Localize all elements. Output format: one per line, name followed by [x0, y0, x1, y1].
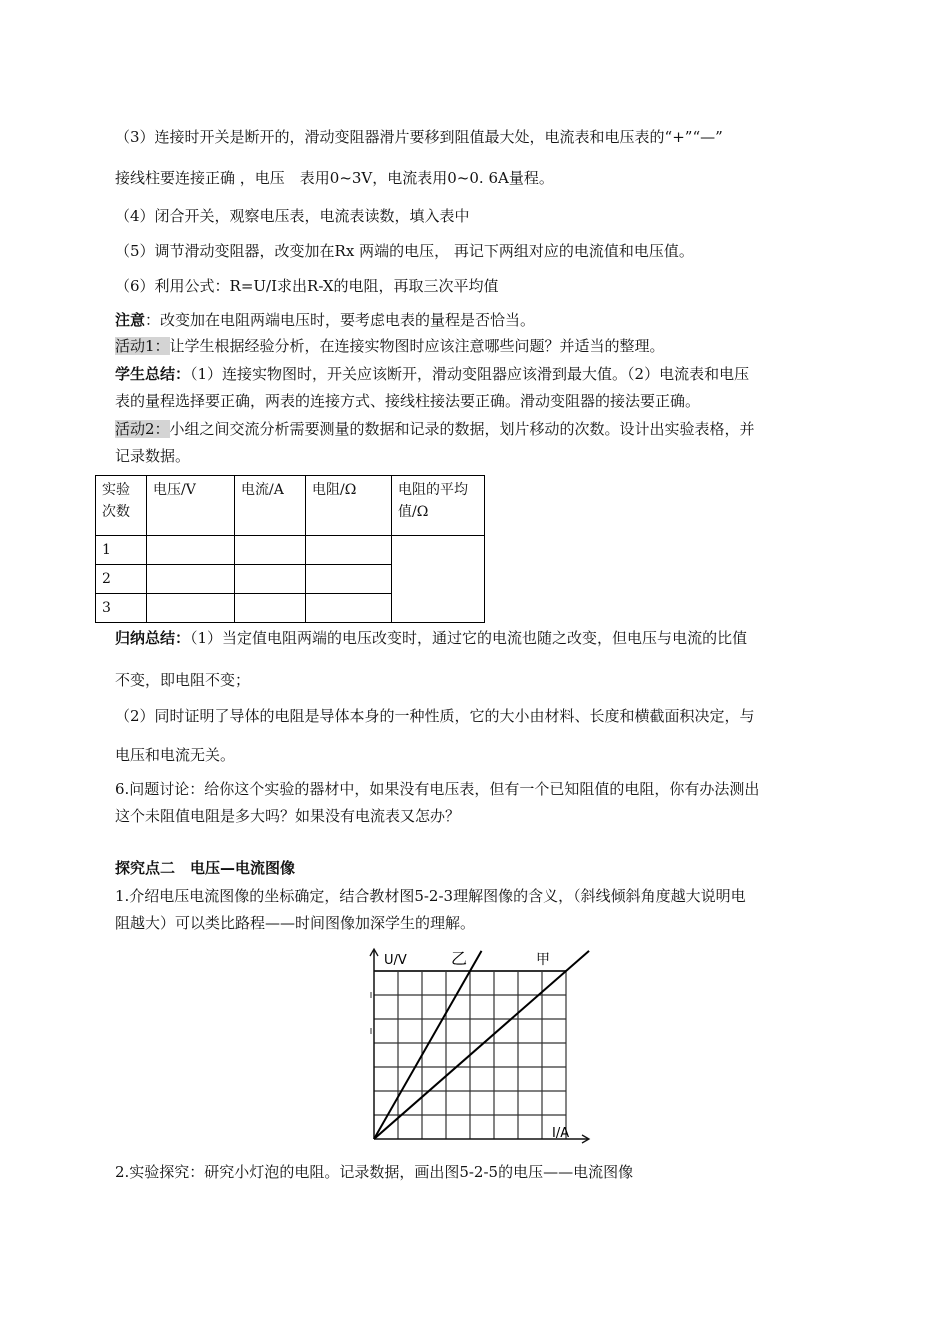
- section-2-p1-line-2: 阻越大）可以类比路程——时间图像加深学生的理解。: [115, 914, 476, 932]
- conclusion-label: 归纳总结：: [115, 629, 191, 647]
- section-2-title: 探究点二 电压—电流图像: [115, 859, 296, 877]
- x-axis-label: I/A: [552, 1126, 570, 1141]
- header-trial: 实验次数: [96, 476, 147, 536]
- data-table: [95, 475, 485, 623]
- step-3-line-1: （3）连接时开关是断开的，滑动变阻器滑片要移到阻值最大处，电流表和电压表的“+”“—”: [115, 128, 723, 146]
- conclusion-line-2: 不变，即电阻不变；: [115, 671, 251, 689]
- cell-resistance: [306, 565, 392, 594]
- cell-resistance: [306, 594, 392, 623]
- activity-1: [115, 336, 665, 356]
- step-3-line-2: 接线柱要连接正确 ，电压 表用0~3V，电流表用0~0. 6A量程。: [115, 169, 554, 187]
- discussion-line-2: 这个未阻值电阻是多大吗？如果没有电流表又怎办？: [115, 807, 461, 825]
- row-label: 2: [96, 565, 147, 594]
- series-line-yi: [374, 951, 482, 1139]
- step-5: （5）调节滑动变阻器，改变加在Rx 两端的电压， 再记下两组对应的电流值和电压值。: [115, 242, 694, 260]
- student-summary-label: 学生总结：: [115, 365, 191, 383]
- chart-series: [374, 951, 589, 1139]
- section-2-p2: 2.实验探究：研究小灯泡的电阻。记录数据，画出图5-2-5的电压——电流图像: [115, 1163, 634, 1181]
- series-label-yi: 乙: [451, 949, 468, 968]
- note-text: ：改变加在电阻两端电压时，要考虑电表的量程是否恰当。: [145, 311, 536, 329]
- activity-1-text: 让学生根据经验分析，在连接实物图时应该注意哪些问题？并适当的整理。: [169, 337, 665, 355]
- student-summary-line-2: 表的量程选择要正确，两表的连接方式、接线柱接法要正确。滑动变阻器的接法要正确。: [115, 392, 701, 410]
- cell-current: [235, 565, 306, 594]
- y-axis-label: U/V: [384, 953, 407, 968]
- cell-voltage: [147, 565, 235, 594]
- voltage-current-chart: [362, 944, 592, 1154]
- conclusion-line-1: 归纳总结：（1）当定值电阻两端的电压改变时，通过它的电流也随之改变，但电压与电流的比值: [115, 629, 748, 647]
- discussion-line-1: 6.问题讨论：给你这个实验的器材中，如果没有电压表，但有一个已知阻值的电阻，你有办法测出: [115, 780, 760, 798]
- row-label: 3: [96, 594, 147, 623]
- header-resistance: 电阻/Ω: [306, 476, 392, 536]
- activity-2-line-2: 记录数据。: [115, 447, 191, 465]
- cell-voltage: [147, 594, 235, 623]
- student-summary-line-1: 学生总结：（1）连接实物图时，开关应该断开，滑动变阻器应该滑到最大值。（2）电流表和电压: [115, 365, 750, 383]
- header-voltage: 电压/V: [147, 476, 235, 536]
- step-6: （6）利用公式：R=U/I求出R-X的电阻，再取三次平均值: [115, 277, 499, 295]
- note-label: 注意: [115, 311, 146, 329]
- table-row: [96, 536, 485, 565]
- cell-resistance: [306, 536, 392, 565]
- activity-2-line-1: 活动2：小组之间交流分析需要测量的数据和记录的数据，划片移动的次数。设计出实验表格，并: [115, 420, 755, 438]
- note: [115, 310, 535, 330]
- activity-1-label: 活动1：: [115, 337, 170, 355]
- conclusion-line-4: 电压和电流无关。: [115, 746, 236, 764]
- conclusion-line-3: （2）同时证明了导体的电阻是导体本身的一种性质，它的大小由材料、长度和横截面积决定，与: [115, 707, 755, 725]
- section-2-p1-line-1: 1.介绍电压电流图像的坐标确定，结合教材图5-2-3理解图像的含义，（斜线倾斜角度越大说明电: [115, 887, 746, 905]
- series-label-jia: 甲: [536, 952, 550, 968]
- cell-voltage: [147, 536, 235, 565]
- header-current: 电流/A: [235, 476, 306, 536]
- cell-current: [235, 594, 306, 623]
- step-4: （4）闭合开关，观察电压表，电流表读数，填入表中: [115, 207, 470, 225]
- series-line-jia: [374, 951, 589, 1139]
- cell-current: [235, 536, 306, 565]
- header-average-resistance: 电阻的平均值/Ω: [392, 476, 485, 536]
- row-label: 1: [96, 536, 147, 565]
- cell-average: [392, 536, 485, 623]
- activity-2-label: 活动2：: [115, 420, 170, 438]
- table-header-row: [96, 476, 485, 536]
